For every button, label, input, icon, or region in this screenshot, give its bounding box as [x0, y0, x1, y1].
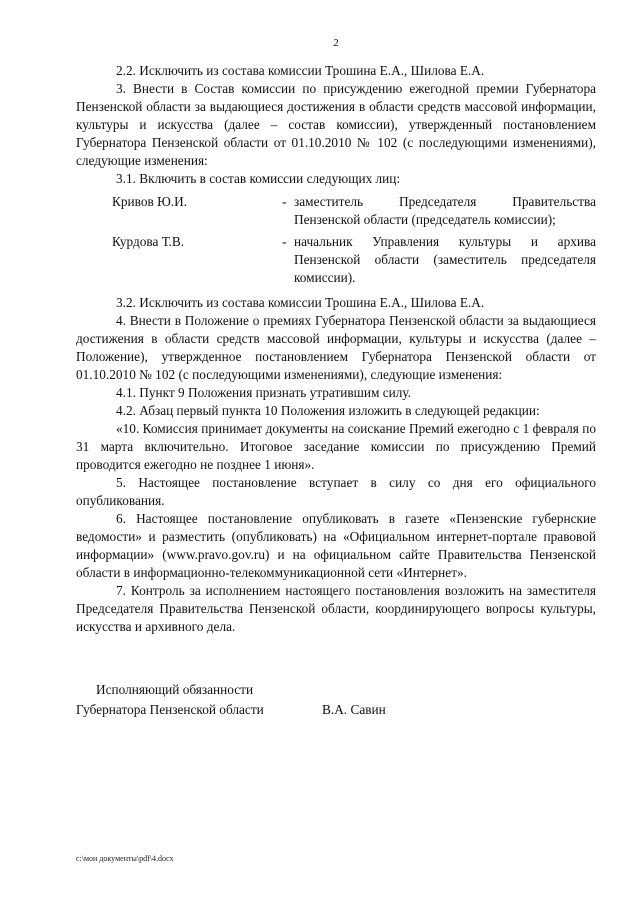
paragraph-3-1: 3.1. Включить в состав комиссии следующих лиц: [116, 171, 401, 186]
member-role: начальник Управления культуры и архива Пензенской области (заместитель председателя комиссии). [294, 234, 596, 285]
member-row [112, 193, 596, 229]
paragraph-3: 3. Внести в Состав комиссии по присуждению ежегодной премии Губернатора Пензенской области за выдающиеся достижения в области средств массовой информации, культуры и искусства (далее – состав комиссии), утвержденный постановлением Губернатора Пензенской области от 01.10.2010 № 102 (с последующими изменениями), следующие изменения: [76, 81, 596, 168]
member-name: Кривов Ю.И. [112, 194, 187, 209]
paragraph-5: 5. Настоящее постановление вступает в силу со дня его официального опубликования. [76, 475, 596, 508]
commission-members-list [112, 193, 596, 287]
signature-title-line2: Губернатора Пензенской области [76, 702, 264, 717]
page-number: 2 [333, 37, 339, 49]
paragraph-3-2: 3.2. Исключить из состава комиссии Трошина Е.А., Шилова Е.А. [116, 295, 485, 310]
signature-row [76, 700, 386, 720]
paragraph-quote: «10. Комиссия принимает документы на соискание Премий ежегодно с 1 февраля по 31 марта включительно. Итоговое заседание комиссии по присуждению Премий проводится ежегодно не позднее 1 июня». [76, 421, 596, 472]
paragraph-4-2: 4.2. Абзац первый пункта 10 Положения изложить в следующей редакции: [116, 403, 540, 418]
footer-file-path: c:\мои документы\pdf\4.docx [76, 854, 174, 863]
member-role: заместитель Председателя Правительства Пензенской области (председатель комиссии); [294, 194, 596, 227]
member-name: Курдова Т.В. [112, 234, 185, 249]
signature-block [76, 680, 386, 720]
paragraph-4: 4. Внести в Положение о премиях Губернатора Пензенской области за выдающиеся достижения в области средств массовой информации, культуры и искусства (далее – Положение), утвержденное постановлением Губернатора Пензенской области от 01.10.2010 № 102 (с последующими изменениями), следующие изменения: [76, 313, 596, 382]
signature-title-line1: Исполняющий обязанности [96, 682, 254, 697]
member-dash: - [282, 194, 287, 209]
paragraph-6: 6. Настоящее постановление опубликовать в газете «Пензенские губернские ведомости» и разместить (опубликовать) на «Официальном интернет-портале правовой информации» (www.pravo.gov.ru) и на официальном сайте Правительства Пензенской области в информационно-телекоммуникационной сети «Интернет». [76, 511, 596, 580]
paragraph-2-2: 2.2. Исключить из состава комиссии Трошина Е.А., Шилова Е.А. [116, 63, 485, 78]
signature-name: В.А. Савин [322, 702, 386, 717]
member-dash: - [282, 234, 287, 249]
member-row [112, 233, 596, 287]
paragraph-4-1: 4.1. Пункт 9 Положения признать утратившим силу. [116, 385, 412, 400]
paragraph-7: 7. Контроль за исполнением настоящего постановления возложить на заместителя Председателя Правительства Пензенской области, координирующего вопросы культуры, искусства и архивного дела. [76, 583, 596, 634]
document-body [76, 62, 596, 636]
